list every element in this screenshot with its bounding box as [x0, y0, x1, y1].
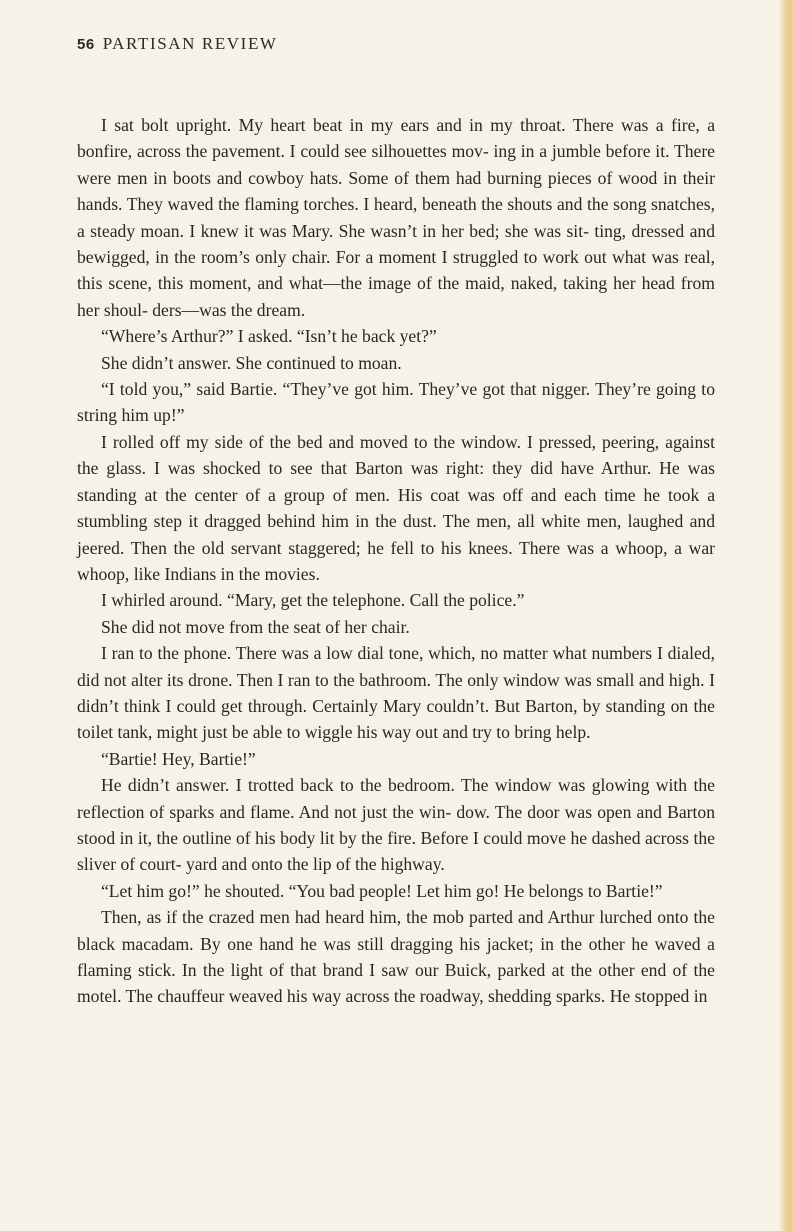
page-edge [780, 0, 794, 1231]
paragraph: I whirled around. “Mary, get the telephone. Call the police.” [101, 590, 525, 611]
paragraph: “Bartie! Hey, Bartie!” [101, 748, 256, 769]
paragraph: He didn’t answer. I trotted back to the bedroom. The window was glowing with the reflection of sparks and flame. And not just the win- dow. The door was open and Barton stood in it, the outline of his body lit by the fire. Before I could move he dashed across the sliver of court- yard and onto the lip of the highway. [77, 775, 715, 875]
running-head [77, 34, 278, 54]
paragraph: Then, as if the crazed men had heard him, the mob parted and Arthur lurched onto the black macadam. By one hand he was still dragging his jacket; in the other he waved a flaming stick. In the light of that brand I saw our Buick, parked at the other end of the motel. The chauffeur weaved his way across the roadway, shedding sparks. He stopped in [77, 907, 715, 1007]
paragraph: “Let him go!” he shouted. “You bad people! Let him go! He belongs to Bartie!” [101, 880, 663, 901]
body-text [77, 112, 715, 1010]
paragraph: She didn’t answer. She continued to moan. [101, 352, 402, 373]
journal-title: PARTISAN REVIEW [102, 34, 278, 53]
paragraph: “Where’s Arthur?” I asked. “Isn’t he back yet?” [101, 326, 437, 347]
paragraph: “I told you,” said Bartie. “They’ve got him. They’ve got that nigger. They’re going to string him up!” [77, 379, 715, 426]
paragraph: She did not move from the seat of her chair. [101, 616, 410, 637]
paragraph: I ran to the phone. There was a low dial tone, which, no matter what numbers I dialed, did not alter its drone. Then I ran to the bathroom. The only window was small and high. I didn’t think I could get through. Certainly Mary couldn’t. But Barton, by standing on the toilet tank, might just be able to wiggle his way out and try to bring help. [77, 643, 715, 743]
page-number: 56 [77, 36, 95, 53]
paragraph: I sat bolt upright. My heart beat in my ears and in my throat. There was a fire, a bonfire, across the pavement. I could see silhouettes mov- ing in a jumble before it. There were men in boots and cowboy hats. Some of them had burning pieces of wood in their hands. They waved the flaming torches. I heard, beneath the shouts and the song snatches, a steady moan. I knew it was Mary. She wasn’t in her bed; she was sit- ting, dressed and bewigged, in the room’s only chair. For a moment I struggled to work out what was real, this scene, this moment, and what—the image of the maid, naked, taking her head from her shoul- ders—was the dream. [77, 115, 715, 320]
paragraph: I rolled off my side of the bed and moved to the window. I pressed, peering, against the glass. I was shocked to see that Barton was right: they did have Arthur. He was standing at the center of a group of men. His coat was off and each time he took a stumbling step it dragged behind him in the dust. The men, all white men, laughed and jeered. Then the old servant staggered; he fell to his knees. There was a whoop, a war whoop, like Indians in the movies. [77, 431, 715, 584]
